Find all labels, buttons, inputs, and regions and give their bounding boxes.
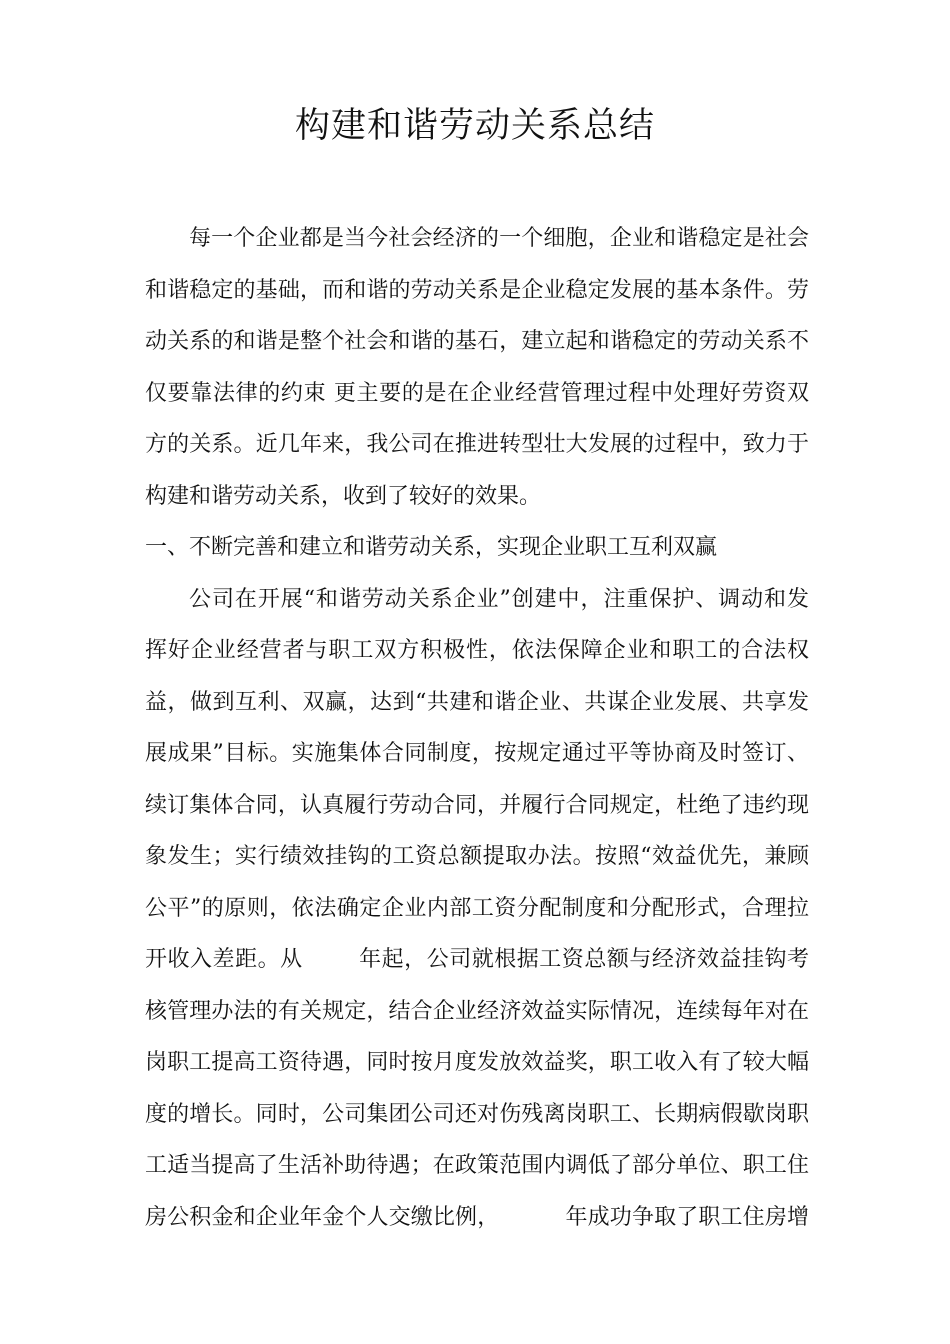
document-title: 构建和谐劳动关系总结	[294, 106, 655, 146]
paragraph-line: 岗职工提高工资待遇，同时按月度发放效益奖，职工收入有了较大幅	[145, 1050, 809, 1075]
line-segment: 年成功争取了职工住房增	[565, 1204, 809, 1230]
paragraph-line: 动关系的和谐是整个社会和谐的基石，建立起和谐稳定的劳动关系不	[145, 329, 809, 354]
paragraph-line: 方的关系。近几年来，我公司在推进转型壮大发展的过程中，致力于	[145, 432, 809, 457]
paragraph-line: 核管理办法的有关规定，结合企业经济效益实际情况，连续每年对在	[145, 998, 809, 1024]
paragraph-line: 工适当提高了生活补助待遇；在政策范围内调低了部分单位、职工住	[145, 1153, 809, 1178]
paragraph-line: 续订集体合同，认真履行劳动合同，并履行合同规定，杜绝了违约现	[145, 792, 809, 818]
paragraph-line: 展成果”目标。实施集体合同制度，按规定通过平等协商及时签订、	[145, 741, 809, 766]
paragraph-line: 度的增长。同时，公司集团公司还对伤残离岗职工、长期病假歇岗职	[145, 1101, 809, 1127]
paragraph-line: 象发生；实行绩效挂钩的工资总额提取办法。按照“效益优先，兼顾	[145, 844, 809, 869]
paragraph-line: 每一个企业都是当今社会经济的一个细胞，企业和谐稳定是社会	[189, 226, 809, 251]
paragraph-line: 公司在开展“和谐劳动关系企业”创建中，注重保护、调动和发	[189, 586, 809, 612]
paragraph-line: 仅要靠法律的约束 更主要的是在企业经营管理过程中处理好劳资双	[145, 380, 809, 406]
line-segment: 年起，公司就根据工资总额与经济效益挂钩考	[358, 947, 809, 972]
paragraph-line: 构建和谐劳动关系，收到了较好的效果。	[145, 483, 542, 509]
paragraph-line-with-gap	[145, 1192, 809, 1244]
line-segment: 房公积金和企业年金个人交缴比例，	[145, 1204, 500, 1230]
line-segment: 开收入差距。从	[145, 947, 303, 972]
paragraph-line-with-gap	[145, 934, 809, 986]
document-body	[145, 213, 809, 1243]
section-heading: 一、不断完善和建立和谐劳动关系，实现企业职工互利双赢	[145, 535, 718, 560]
paragraph-line: 挥好企业经营者与职工双方积极性，依法保障企业和职工的合法权	[145, 638, 809, 663]
paragraph-line: 和谐稳定的基础，而和谐的劳动关系是企业稳定发展的基本条件。劳	[145, 277, 809, 303]
paragraph-line: 公平”的原则，依法确定企业内部工资分配制度和分配形式，合理拉	[145, 895, 809, 921]
paragraph-line: 益，做到互利、双赢，达到“共建和谐企业、共谋企业发展、共享发	[145, 689, 809, 715]
